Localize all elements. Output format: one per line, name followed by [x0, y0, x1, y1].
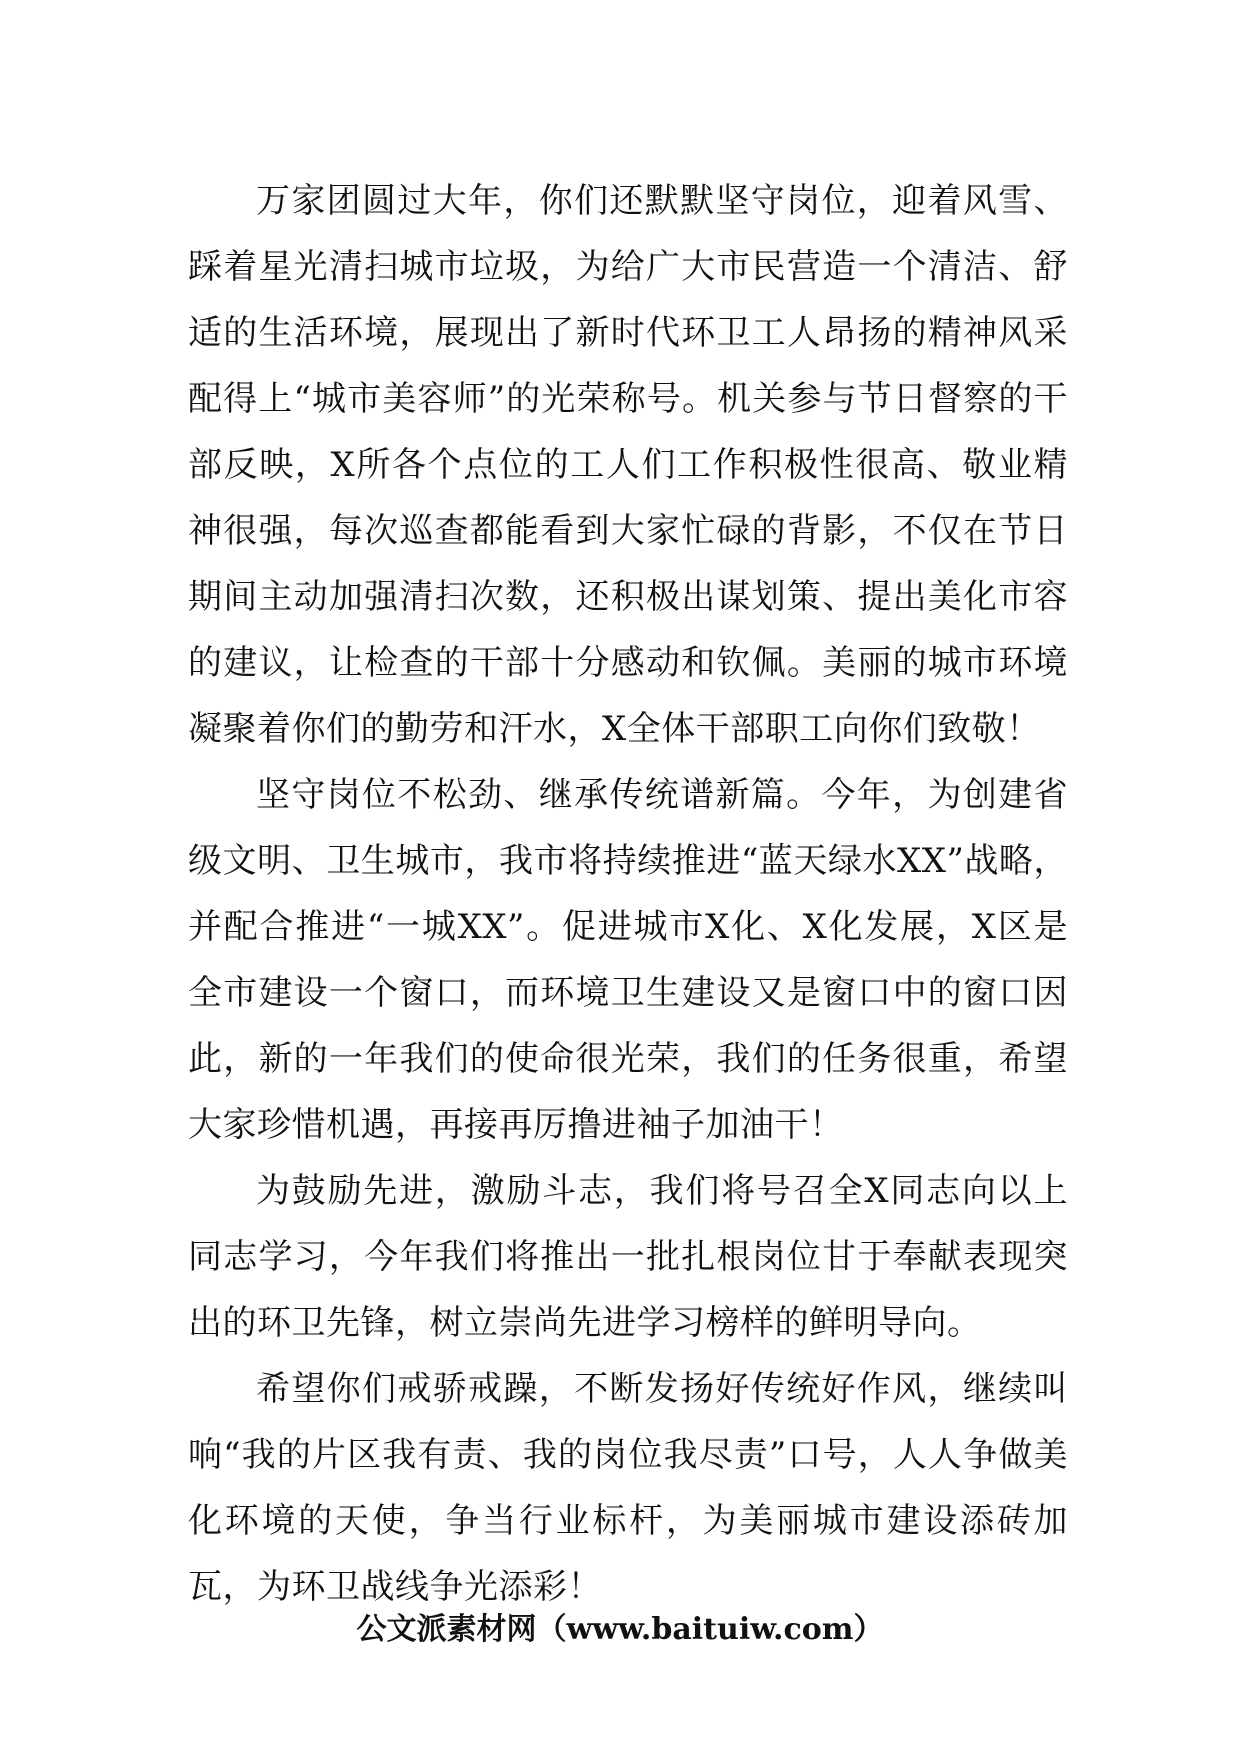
page-footer-watermark: 公文派素材网（www.baituiw.com） [356, 1612, 884, 1647]
document-body [188, 168, 1068, 1620]
paragraph-4: 希望你们戒骄戒躁，不断发扬好传统好作风，继续叫响“我的片区我有责、我的岗位我尽责”口号，人人争做美化环境的天使，争当行业标杆，为美丽城市建设添砖加瓦，为环卫战线争光添彩！ [188, 1369, 1068, 1607]
paragraph-3: 为鼓励先进，激励斗志，我们将号召全X同志向以上同志学习，今年我们将推出一批扎根岗位甘于奉献表现突出的环卫先锋，树立崇尚先进学习榜样的鲜明导向。 [188, 1171, 1068, 1343]
paragraph-1: 万家团圆过大年，你们还默默坚守岗位，迎着风雪、踩着星光清扫城市垃圾，为给广大市民营造一个清洁、舒适的生活环境，展现出了新时代环卫工人昂扬的精神风采配得上“城市美容师”的光荣称号。机关参与节日督察的干部反映，X所各个点位的工人们工作积极性很高、敬业精神很强，每次巡查都能看到大家忙碌的背影，不仅在节日期间主动加强清扫次数，还积极出谋划策、提出美化市容的建议，让检查的干部十分感动和钦佩。美丽的城市环境凝聚着你们的勤劳和汗水，X全体干部职工向你们致敬！ [188, 181, 1068, 749]
paragraph-2: 坚守岗位不松劲、继承传统谱新篇。今年，为创建省级文明、卫生城市，我市将持续推进“蓝天绿水XX”战略，并配合推进“一城XX”。促进城市X化、X化发展，X区是全市建设一个窗口，而环境卫生建设又是窗口中的窗口因此，新的一年我们的使命很光荣，我们的任务很重，希望大家珍惜机遇，再接再厉撸进袖子加油干！ [188, 775, 1068, 1145]
